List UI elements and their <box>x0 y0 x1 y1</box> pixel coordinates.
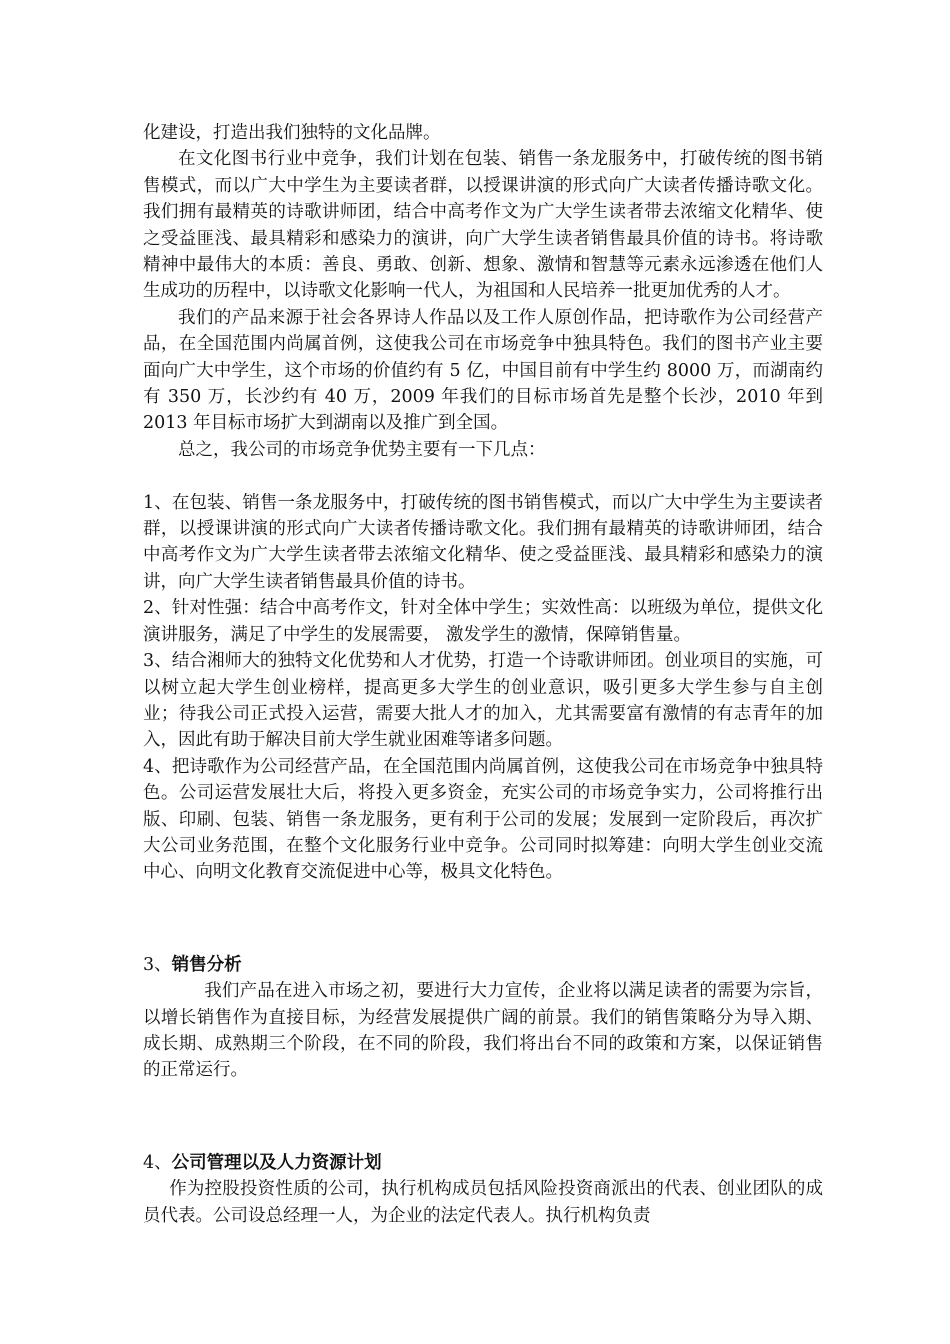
management-section-heading <box>143 1150 823 1176</box>
spacer <box>143 1084 823 1150</box>
paragraph-competition-strategy: 在文化图书行业中竞争，我们计划在包装、销售一条龙服务中，打破传统的图书销售模式，而以广大中学生为主要读者群，以授课讲演的形式向广大读者传播诗歌文化。我们拥有最精英的诗歌讲师团，结合中高考作文为广大学生读者带去浓缩文化精华、使之受益匪浅、最具精彩和感染力的演讲，向广大学生读者销售最具价值的诗书。将诗歌精神中最伟大的本质：善良、勇敢、创新、想象、激情和智慧等元素永远渗透在他们人生成功的历程中，以诗歌文化影响一代人，为祖国和人民培养一批更加优秀的人才。 <box>143 149 823 302</box>
advantage-item-2: 2、针对性强：结合中高考作文，针对全体中学生；实效性高：以班级为单位，提供文化演讲服务，满足了中学生的发展需要， 激发学生的激情，保障销售量。 <box>143 598 823 645</box>
section-number: 4、 <box>143 1152 172 1173</box>
advantage-item-4: 4、把诗歌作为公司经营产品，在全国范围内尚属首例，这使我公司在市场竞争中独具特色。公司运营发展壮大后，将投入更多资金，充实公司的市场竞争实力，公司将推行出版、印刷、包装、销售一条龙服务，更有利于公司的发展；发展到一定阶段后，再次扩大公司业务范围，在整个文化服务行业中竞争。公司同时拟筹建：向明大学生创业交流中心、向明文化教育交流促进中心等，极具文化特色。 <box>143 756 823 883</box>
paragraph-advantages-intro: 总之，我公司的市场竞争优势主要有一下几点： <box>178 439 546 460</box>
document-page <box>143 120 823 1229</box>
section-number: 3、 <box>143 954 172 975</box>
sales-section-body: 我们产品在进入市场之初，要进行大力宣传，企业将以满足读者的需要为宗旨，以增长销售作为直接目标，为经营发展提供广阔的前景。我们的销售策略分为导入期、成长期、成熟期三个阶段，在不同的阶段，我们将出台不同的政策和方案，以保证销售的正常运行。 <box>143 981 823 1081</box>
paragraph-product-market: 我们的产品来源于社会各界诗人作品以及工作人原创作品，把诗歌作为公司经营产品，在全国范围内尚属首例，这使我公司在市场竞争中独具特色。我们的图书产业主要面向广大中学生，这个市场的价值约有 5 亿，中国目前有中学生约 8000 万，而湖南约有 350 万，长沙约有 40 万，2009 年我们的目标市场首先是整个长沙，2010 年到 2013 年目标市场扩大到湖南以及推广到全国。 <box>143 307 823 434</box>
advantage-item-1: 1、在包装、销售一条龙服务中，打破传统的图书销售模式，而以广大中学生为主要读者群，以授课讲演的形式向广大读者传播诗歌文化。我们拥有最精英的诗歌讲师团，结合中高考作文为广大学生读者带去浓缩文化精华、使之受益匪浅、最具精彩和感染力的演讲，向广大学生读者销售最具价值的诗书。 <box>143 492 823 592</box>
spacer <box>143 886 823 952</box>
section-title: 销售分析 <box>171 954 242 975</box>
sales-section-heading <box>143 952 823 978</box>
paragraph-culture-brand: 化建设，打造出我们独特的文化品牌。 <box>143 123 441 143</box>
management-section-body: 作为控股投资性质的公司，执行机构成员包括风险投资商派出的代表、创业团队的成员代表。公司设总经理一人，为企业的法定代表人。执行机构负责 <box>143 1179 823 1226</box>
section-title: 公司管理以及人力资源计划 <box>171 1152 382 1173</box>
advantage-item-3: 3、结合湘师大的独特文化优势和人才优势，打造一个诗歌讲师团。创业项目的实施，可以树立起大学生创业榜样，提高更多大学生的创业意识，吸引更多大学生参与自主创业；待我公司正式投入运营，需要大批人才的加入，尤其需要富有激情的有志青年的加入，因此有助于解决目前大学生就业困难等诸多问题。 <box>143 651 823 751</box>
spacer <box>143 463 823 489</box>
